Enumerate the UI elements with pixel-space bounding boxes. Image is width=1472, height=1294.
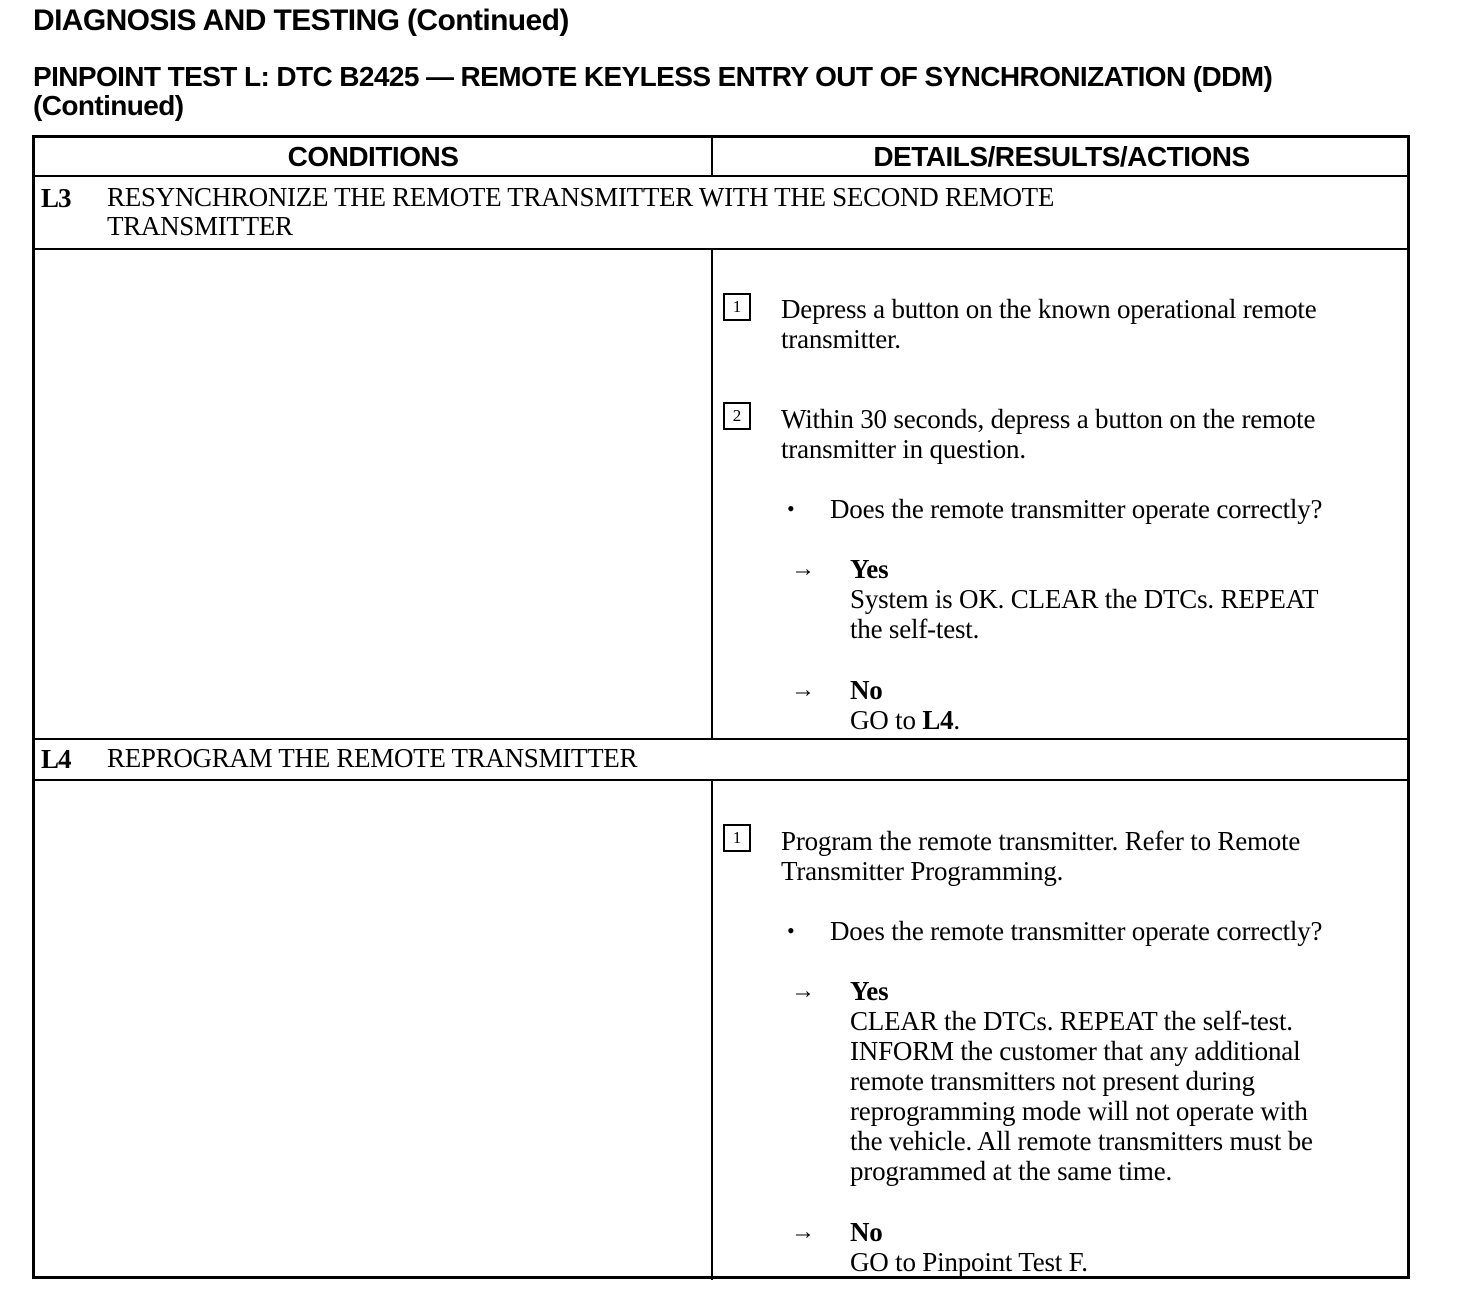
l4-column-divider bbox=[711, 780, 713, 1280]
step-l3-title bbox=[107, 183, 1054, 241]
l4-action-1-line1: Program the remote transmitter. Refer to Remote bbox=[781, 826, 1301, 856]
l3-yes-line2: the self-test. bbox=[850, 614, 980, 644]
page-title: DIAGNOSIS AND TESTING (Continued) bbox=[33, 4, 569, 37]
step-l3-title-line1: RESYNCHRONIZE THE REMOTE TRANSMITTER WITH THE SECOND REMOTE bbox=[107, 182, 1055, 212]
l4-title-divider bbox=[35, 779, 1407, 781]
l3-no-prefix: GO to bbox=[850, 705, 923, 735]
l3-yes-label: Yes bbox=[850, 554, 889, 584]
l3-action-1-line2: transmitter. bbox=[781, 324, 901, 354]
l4-yes-line6: programmed at the same time. bbox=[850, 1156, 1173, 1186]
step-l4-title: REPROGRAM THE REMOTE TRANSMITTER bbox=[107, 743, 638, 773]
pinpoint-test-table bbox=[32, 135, 1410, 1279]
l3-action-1-line1: Depress a button on the known operational remote bbox=[781, 294, 1317, 324]
l3-title-divider bbox=[35, 248, 1407, 250]
l3-column-divider bbox=[711, 249, 713, 739]
step-l3-title-line2: TRANSMITTER bbox=[107, 211, 293, 241]
l4-yes-result bbox=[850, 976, 1313, 1186]
l4-question: Does the remote transmitter operate correctly? bbox=[830, 916, 1323, 946]
l3-action-1-number: 1 bbox=[723, 293, 751, 321]
l4-yes-line5: the vehicle. All remote transmitters must be bbox=[850, 1126, 1313, 1156]
arrow-right-icon: → bbox=[791, 978, 815, 1004]
l3-no-action bbox=[850, 705, 960, 735]
l3-action-2-number: 2 bbox=[723, 402, 751, 430]
pinpoint-test-title-line1: PINPOINT TEST L: DTC B2425 — REMOTE KEYLESS ENTRY OUT OF SYNCHRONIZATION (DDM) bbox=[33, 61, 1273, 92]
details-column-header: DETAILS/RESULTS/ACTIONS bbox=[873, 141, 1250, 172]
l3-no-suffix: . bbox=[953, 705, 960, 735]
l3-action-2-line1: Within 30 seconds, depress a button on the remote bbox=[781, 404, 1316, 434]
l3-action-2-line2: transmitter in question. bbox=[781, 434, 1026, 464]
l4-yes-line2: INFORM the customer that any additional bbox=[850, 1036, 1301, 1066]
bullet-icon: • bbox=[787, 918, 795, 943]
arrow-right-icon: → bbox=[791, 556, 815, 582]
l4-yes-line3: remote transmitters not present during bbox=[850, 1066, 1255, 1096]
l3-yes-result bbox=[850, 554, 1318, 644]
l4-yes-line1: CLEAR the DTCs. REPEAT the self-test. bbox=[850, 1006, 1293, 1036]
l4-action-1-number: 1 bbox=[723, 824, 751, 852]
arrow-right-icon: → bbox=[791, 1219, 815, 1245]
pinpoint-test-title bbox=[33, 62, 1272, 120]
pinpoint-test-title-line2: (Continued) bbox=[33, 90, 184, 121]
l3-yes-line1: System is OK. CLEAR the DTCs. REPEAT bbox=[850, 584, 1319, 614]
arrow-right-icon: → bbox=[791, 677, 815, 703]
l4-no-label: No bbox=[850, 1217, 883, 1247]
l4-no-result bbox=[850, 1217, 1088, 1277]
l3-no-label: No bbox=[850, 675, 883, 705]
l3-no-result bbox=[850, 675, 960, 735]
l3-action-2-text bbox=[781, 404, 1315, 464]
header-column-divider bbox=[711, 138, 713, 176]
l3-no-target: L4 bbox=[922, 705, 954, 735]
l4-yes-line4: reprogramming mode will not operate with bbox=[850, 1096, 1308, 1126]
l3-question: Does the remote transmitter operate correctly? bbox=[830, 494, 1323, 524]
bullet-icon: • bbox=[787, 496, 795, 521]
l4-yes-label: Yes bbox=[850, 976, 889, 1006]
step-l3-id: L3 bbox=[41, 183, 71, 213]
l3-action-1-text bbox=[781, 294, 1317, 354]
step-l4-id: L4 bbox=[41, 744, 71, 774]
header-divider bbox=[35, 175, 1407, 177]
l4-top-divider bbox=[35, 738, 1407, 740]
l4-no-action: GO to Pinpoint Test F. bbox=[850, 1247, 1088, 1277]
l4-action-1-text bbox=[781, 826, 1300, 886]
conditions-column-header: CONDITIONS bbox=[287, 141, 459, 172]
l4-action-1-line2: Transmitter Programming. bbox=[781, 856, 1064, 886]
